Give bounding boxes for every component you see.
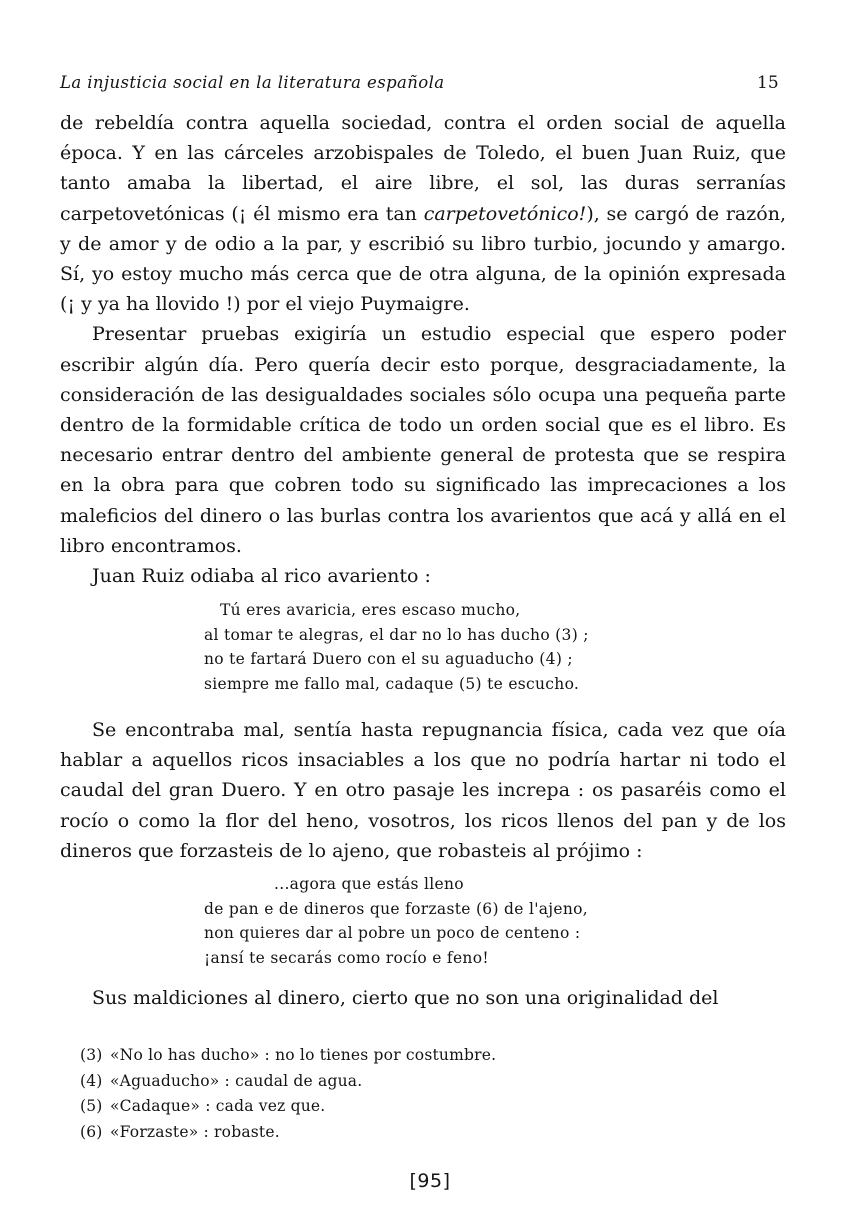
verse-line: ...agora que estás lleno [274,875,464,893]
verse-line: Tú eres avaricia, eres escaso mucho, [220,601,521,619]
footnote-4 [80,1069,496,1095]
paragraph-1-italic: carpetovetónico! [423,202,587,225]
verse-line: no te fartará Duero con el su aguaducho (4) ; [204,650,573,668]
paragraph-5: Sus maldiciones al dinero, cierto que no son una originalidad del [92,987,719,1009]
paragraph-1-end: ), se cargó de razón, y de amor y de odio a la par, y escribió su libro turbio, jocundo y amargo. Sí, yo estoy mucho más cerca que de otra alguna, de la opinión expresada (¡ y ya ha llovido !) por el viejo Puymaigre. [60,202,786,316]
verse-line: al tomar te alegras, el dar no lo has ducho (3) ; [204,625,589,644]
footnote-6 [80,1120,496,1146]
text-block-3 [60,983,786,1013]
footnote-5 [80,1094,496,1120]
verse-line: ¡ansí te secarás como rocío e feno! [204,948,489,967]
folio-number: [95] [409,1170,451,1192]
verse-line: non quieres dar al pobre un poco de centeno : [204,924,581,942]
main-text-block [60,108,786,591]
footnote-mark: (4) [80,1071,103,1090]
footnote-3 [80,1043,496,1069]
verse-line: de pan e de dineros que forzaste (6) de l'ajeno, [204,899,589,918]
text-block-2 [60,715,786,866]
paragraph-4: Se encontraba mal, sentía hasta repugnancia física, cada vez que oía hablar a aquellos ricos insaciables a los que no podría hartar ni todo el caudal del gran Duero. Y en otro pasaje les increpa : os pasaréis como el rocío o como la flor del heno, vosotros, los ricos llenos del pan y de los dineros que forzasteis de lo ajeno, que robasteis al prójimo : [60,719,786,862]
footnote-mark: (5) [80,1097,103,1115]
verse-quote-2 [204,872,588,970]
paragraph-2: Presentar pruebas exigiría un estudio especial que espero poder escribir algún día. Pero quería decir esto porque, desgraciadamente, la consideración de las desigualdades sociales sólo ocupa una pequeña parte dentro de la formidable crítica de todo un orden social que es el libro. Es necesario entrar dentro del ambiente general de protesta que se respira en la obra para que cobren todo su significado las imprecaciones a los maleficios del dinero o las burlas contra los avarientos que acá y allá en el libro encontramos. [60,323,786,557]
verse-line: siempre me fallo mal, cadaque (5) te escucho. [204,674,580,693]
footnote-mark: (6) [80,1122,103,1141]
footnote-mark: (3) [80,1046,103,1064]
footnote-text: «Cadaque» : cada vez que. [110,1097,326,1115]
footnote-text: «Aguaducho» : caudal de agua. [110,1071,363,1090]
paragraph-1 [60,108,786,319]
footnote-text: «No lo has ducho» : no lo tienes por costumbre. [110,1046,497,1064]
footnotes [80,1043,496,1145]
page-number: 15 [757,73,779,93]
running-title: La injusticia social en la literatura española [60,73,445,92]
footnote-text: «Forzaste» : robaste. [110,1122,280,1141]
paragraph-1-start: de rebeldía contra aquella sociedad, contra el orden social de aquella época. Y en las cárceles arzobispales de Toledo, el buen Juan Ruiz, que tanto amaba la libertad, el aire libre, el sol, las duras serranías carpetovetónicas (¡ él mismo era tan [60,112,786,225]
verse-quote-1 [204,598,589,696]
paragraph-3: Juan Ruiz odiaba al rico avariento : [92,565,431,588]
